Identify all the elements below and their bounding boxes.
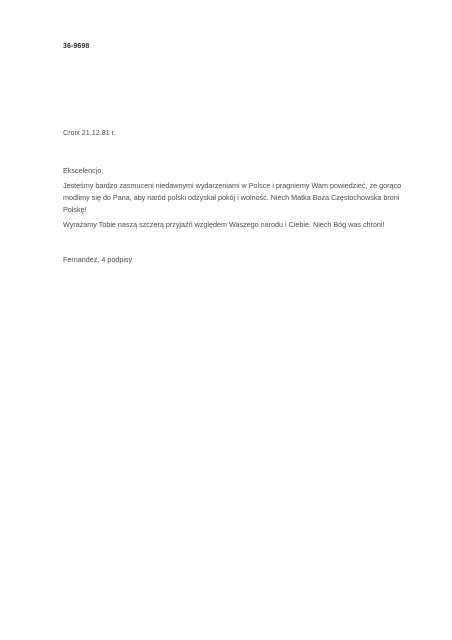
paragraph-2: Wyrażamy Tobie naszą szczerą przyjaźń względem Waszego narodu i Ciebie. Niech Bóg was chroni! bbox=[63, 220, 385, 229]
signature: Fernandez, 4 podpisy bbox=[63, 255, 133, 264]
paragraph-1: Jesteśmy bardzo zasmuceni niedawnymi wydarzeniami w Polsce i pragniemy Wam powiedzieć, że gorąco modlimy się do Pana, aby naród polski odzyskał pokój i wolność. Niech Matka Boża Częstochowska broni Polskę! bbox=[63, 181, 402, 214]
document-id: 36-9698 bbox=[63, 43, 90, 50]
salutation: Ekscelencjo, bbox=[63, 166, 104, 175]
place-date: Croix 21.12.81 r. bbox=[63, 128, 116, 137]
